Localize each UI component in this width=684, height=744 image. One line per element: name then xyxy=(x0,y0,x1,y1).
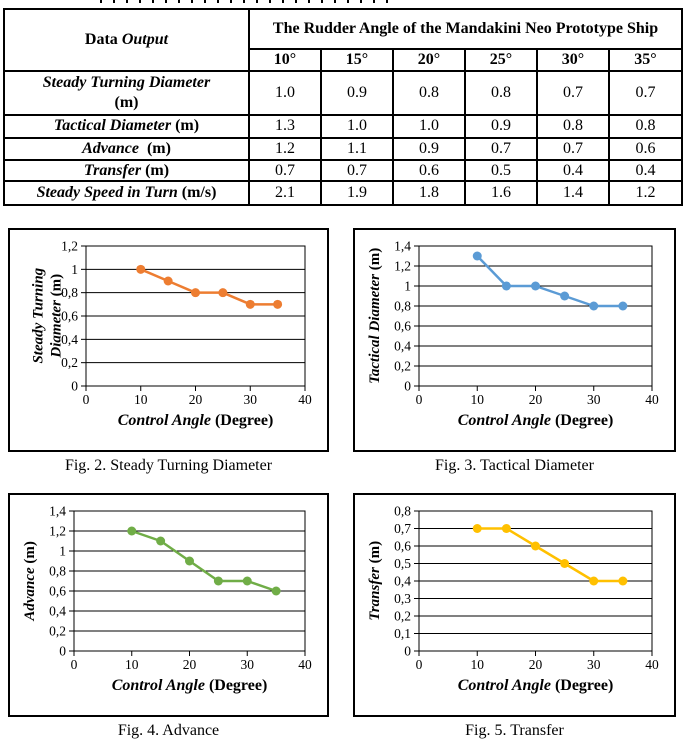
svg-text:10: 10 xyxy=(470,657,484,672)
row-unit: (m) xyxy=(114,93,139,111)
svg-text:1: 1 xyxy=(404,278,411,294)
angle-header: 35° xyxy=(609,49,682,71)
svg-text:0: 0 xyxy=(59,643,66,659)
svg-text:0,2: 0,2 xyxy=(394,358,411,374)
y-tick-labels xyxy=(394,239,411,394)
svg-text:0,4: 0,4 xyxy=(394,338,411,354)
table-cell: 0.4 xyxy=(537,160,609,182)
table-cell: 0.7 xyxy=(537,138,609,160)
table-cell: 0.4 xyxy=(609,160,682,182)
svg-text:30: 30 xyxy=(243,392,257,407)
y-gridlines xyxy=(414,246,652,386)
figure-advance xyxy=(8,493,329,744)
row-label-cell xyxy=(4,115,249,138)
figure-transfer xyxy=(353,493,676,744)
figure-caption: Fig. 4. Advance xyxy=(117,722,220,739)
svg-text:30: 30 xyxy=(587,392,601,407)
svg-text:0,6: 0,6 xyxy=(394,318,411,334)
data-line xyxy=(477,529,623,582)
table-cell: 0.8 xyxy=(609,115,682,138)
y-axis-label: Tactical Diameter (m) xyxy=(367,247,384,384)
table-cell: 1.0 xyxy=(393,115,465,138)
svg-text:0,8: 0,8 xyxy=(394,298,411,314)
table-cell: 1.3 xyxy=(249,115,321,138)
x-tick-labels xyxy=(416,392,659,407)
svg-text:0: 0 xyxy=(415,657,423,672)
svg-text:20: 20 xyxy=(182,657,197,672)
angle-header: 30° xyxy=(537,49,609,71)
x-ticks xyxy=(74,651,305,656)
x-axis-label: Control Angle (Degree) xyxy=(117,412,274,429)
table-cell: 1.6 xyxy=(465,181,537,205)
table-cell: 1.8 xyxy=(393,181,465,205)
svg-text:1,2: 1,2 xyxy=(49,523,66,539)
table-cell: 0.7 xyxy=(537,71,609,115)
rudder-angle-table xyxy=(3,8,683,206)
x-axis-label: Control Angle (Degree) xyxy=(457,677,614,694)
x-ticks xyxy=(419,386,652,391)
row-label: Tactical Diameter xyxy=(53,117,172,135)
y-tick-labels xyxy=(394,504,411,659)
x-ticks xyxy=(419,651,652,656)
svg-text:1,4: 1,4 xyxy=(394,238,411,254)
svg-text:0,1: 0,1 xyxy=(394,626,411,641)
chart-frame xyxy=(8,228,329,452)
svg-text:40: 40 xyxy=(645,657,659,672)
svg-text:0,4: 0,4 xyxy=(394,573,411,589)
table-row xyxy=(4,138,682,160)
table-cell: 0.9 xyxy=(465,115,537,138)
svg-text:1,4: 1,4 xyxy=(49,503,66,519)
corner-word-2: Output xyxy=(121,31,169,48)
table-cell: 2.1 xyxy=(249,181,321,205)
svg-text:20: 20 xyxy=(528,392,543,407)
corner-word-1: Data xyxy=(84,31,118,48)
y-gridlines xyxy=(69,511,305,651)
svg-text:30: 30 xyxy=(240,657,254,672)
table-cell: 1.4 xyxy=(537,181,609,205)
svg-text:0,3: 0,3 xyxy=(394,591,411,606)
row-unit: (m) xyxy=(145,161,170,179)
svg-text:1,2: 1,2 xyxy=(394,258,411,274)
plot-border xyxy=(419,246,652,386)
figure-caption: Fig. 2. Steady Turning Diameter xyxy=(64,457,273,474)
table-cell: 0.6 xyxy=(393,160,465,182)
svg-text:0,2: 0,2 xyxy=(49,623,66,639)
table-cell: 1.9 xyxy=(321,181,393,205)
table-row xyxy=(4,115,682,138)
table-row xyxy=(4,181,682,205)
table-cell: 1.0 xyxy=(249,71,321,115)
row-label-cell xyxy=(4,71,249,115)
table-cell: 1.0 xyxy=(321,115,393,138)
y-gridlines xyxy=(81,246,305,386)
svg-text:0,8: 0,8 xyxy=(61,285,78,301)
data-line xyxy=(132,531,276,591)
table-cell: 1.1 xyxy=(321,138,393,160)
y-axis-label: Transfer (m) xyxy=(367,540,384,621)
svg-text:1,2: 1,2 xyxy=(61,238,78,254)
svg-text:40: 40 xyxy=(298,392,312,407)
x-tick-labels xyxy=(416,657,659,672)
svg-text:0: 0 xyxy=(404,643,411,659)
svg-text:40: 40 xyxy=(298,657,312,672)
chart-frame xyxy=(353,228,676,452)
angle-header: 20° xyxy=(393,49,465,71)
svg-text:0,6: 0,6 xyxy=(49,583,66,599)
svg-text:0: 0 xyxy=(404,378,411,394)
row-label-cell xyxy=(4,181,249,205)
svg-text:0,8: 0,8 xyxy=(394,503,411,519)
svg-text:10: 10 xyxy=(134,392,148,407)
svg-text:0,8: 0,8 xyxy=(49,563,66,579)
x-axis-label: Control Angle (Degree) xyxy=(111,677,268,694)
svg-text:0,2: 0,2 xyxy=(61,355,78,371)
svg-text:40: 40 xyxy=(645,392,659,407)
row-unit: (m) xyxy=(175,117,200,135)
row-unit: (m/s) xyxy=(181,184,217,202)
svg-text:20: 20 xyxy=(528,657,543,672)
angle-header: 15° xyxy=(321,49,393,71)
angle-header: 10° xyxy=(249,49,321,71)
table-cell: 0.7 xyxy=(321,160,393,182)
table-cell: 0.6 xyxy=(609,138,682,160)
x-axis-label: Control Angle (Degree) xyxy=(457,412,614,429)
figure-tactical-diameter xyxy=(353,228,676,480)
svg-text:0,4: 0,4 xyxy=(49,603,66,619)
row-label-cell xyxy=(4,160,249,182)
table-row xyxy=(4,71,682,115)
svg-text:1: 1 xyxy=(71,261,78,277)
y-tick-labels xyxy=(49,504,66,659)
row-unit: (m) xyxy=(146,139,171,157)
figure-caption: Fig. 5. Transfer xyxy=(465,722,564,739)
row-label: Advance xyxy=(82,139,139,157)
chart-frame xyxy=(353,493,676,717)
table-row xyxy=(4,160,682,182)
table-cell: 0.7 xyxy=(609,71,682,115)
data-line xyxy=(141,269,278,304)
svg-text:0,4: 0,4 xyxy=(61,331,78,347)
svg-text:10: 10 xyxy=(470,392,484,407)
figure-steady-turning-diameter xyxy=(8,228,329,480)
plot-border xyxy=(74,511,305,651)
svg-text:0,6: 0,6 xyxy=(61,308,78,324)
table-cell: 0.8 xyxy=(465,71,537,115)
table-cell: 0.9 xyxy=(321,71,393,115)
table-cell: 1.2 xyxy=(609,181,682,205)
table-cell: 0.8 xyxy=(393,71,465,115)
row-label: Transfer xyxy=(83,161,142,179)
figure-caption: Fig. 3. Tactical Diameter xyxy=(435,457,594,474)
svg-text:0: 0 xyxy=(70,657,78,672)
svg-text:0,6: 0,6 xyxy=(394,538,411,554)
svg-text:0: 0 xyxy=(82,392,90,407)
x-ticks xyxy=(86,386,305,391)
table-cell: 0.8 xyxy=(537,115,609,138)
x-tick-labels xyxy=(71,657,312,672)
x-tick-labels xyxy=(83,392,312,407)
angle-header: 25° xyxy=(465,49,537,71)
table-cell: 0.9 xyxy=(393,138,465,160)
table-cell: 0.7 xyxy=(249,160,321,182)
data-markers xyxy=(473,252,628,311)
svg-text:0,5: 0,5 xyxy=(394,556,411,571)
svg-text:20: 20 xyxy=(188,392,203,407)
table-header-row xyxy=(4,9,682,49)
svg-text:30: 30 xyxy=(587,657,601,672)
cropped-text-descenders xyxy=(100,0,388,3)
data-line xyxy=(477,256,623,306)
svg-text:0,2: 0,2 xyxy=(394,608,411,624)
svg-text:10: 10 xyxy=(125,657,139,672)
svg-text:0: 0 xyxy=(415,392,423,407)
table-cell: 1.2 xyxy=(249,138,321,160)
table-cell: 0.7 xyxy=(465,138,537,160)
table-corner-cell xyxy=(4,9,249,71)
svg-text:1: 1 xyxy=(59,543,66,559)
svg-text:0,7: 0,7 xyxy=(394,521,411,536)
row-label: Steady Speed in Turn xyxy=(36,184,178,202)
svg-text:0: 0 xyxy=(71,378,78,394)
chart-frame xyxy=(8,493,329,717)
table-span-header: The Rudder Angle of the Mandakini Neo Prototype Ship xyxy=(249,9,682,49)
data-markers xyxy=(136,265,282,309)
table-cell: 0.5 xyxy=(465,160,537,182)
y-axis-label: Steady Turning Diameter (m) xyxy=(30,267,64,364)
y-axis-label: Advance (m) xyxy=(22,541,39,621)
row-label-cell xyxy=(4,138,249,160)
row-label: Steady Turning Diameter xyxy=(42,74,211,91)
